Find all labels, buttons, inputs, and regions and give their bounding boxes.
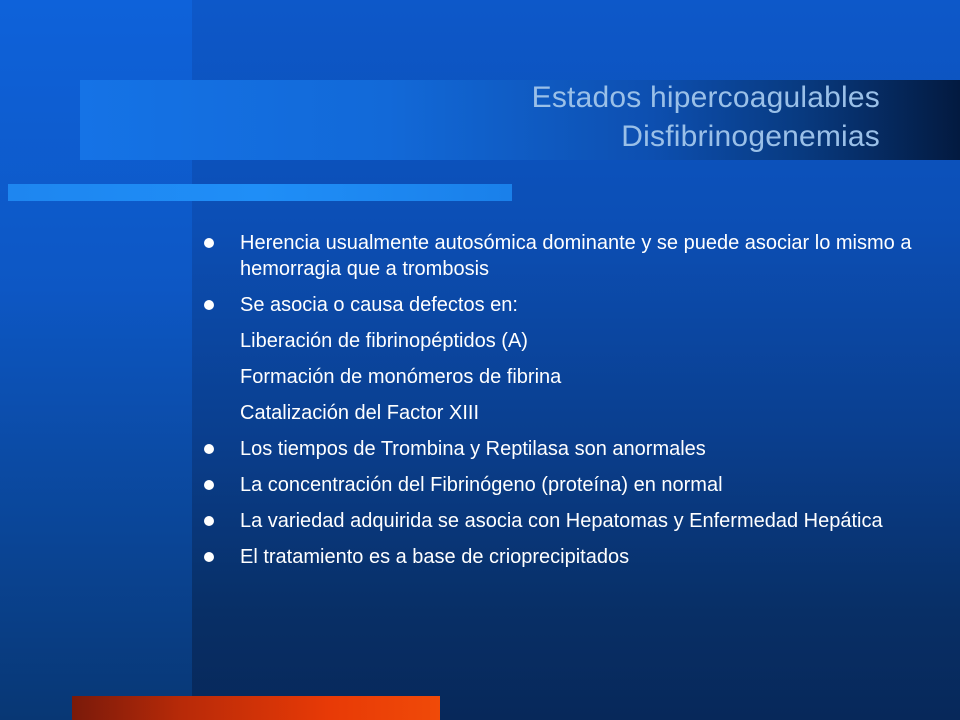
bullet-dot-icon: [204, 516, 214, 526]
list-item-text: La variedad adquirida se asocia con Hepatomas y Enfermedad Hepática: [240, 510, 883, 532]
bullet-dot-icon: [204, 238, 214, 248]
list-item: [200, 472, 920, 498]
list-item-text: Herencia usualmente autosómica dominante y se puede asociar lo mismo a hemorragia que a trombosis: [240, 232, 912, 280]
title-line-1: Estados hipercoagulables: [531, 81, 880, 114]
title-line-2: Disfibrinogenemias: [621, 120, 880, 153]
list-item: [200, 292, 920, 318]
accent-bar: [8, 184, 512, 201]
list-item-text: Formación de monómeros de fibrina: [240, 366, 562, 388]
list-item: [200, 544, 920, 570]
bullet-dot-icon: [204, 444, 214, 454]
list-item-text: Liberación de fibrinopéptidos (A): [240, 330, 528, 352]
bullet-dot-icon: [204, 552, 214, 562]
list-subitem: [200, 364, 920, 390]
list-item: [200, 230, 920, 282]
list-subitem: [200, 400, 920, 426]
list-item: [200, 436, 920, 462]
bullet-dot-icon: [204, 300, 214, 310]
list-item-text: Los tiempos de Trombina y Reptilasa son anormales: [240, 438, 706, 460]
slide-title: [532, 78, 880, 156]
bullet-list: [200, 230, 920, 580]
list-item-text: La concentración del Fibrinógeno (proteína) en normal: [240, 474, 723, 496]
list-item-text: El tratamiento es a base de crioprecipitados: [240, 546, 630, 568]
bottom-accent-bar: [72, 696, 440, 720]
list-item: [200, 508, 920, 534]
list-item-text: Catalización del Factor XIII: [240, 402, 479, 424]
list-item-text: Se asocia o causa defectos en:: [240, 294, 518, 316]
bullet-dot-icon: [204, 480, 214, 490]
list-subitem: [200, 328, 920, 354]
